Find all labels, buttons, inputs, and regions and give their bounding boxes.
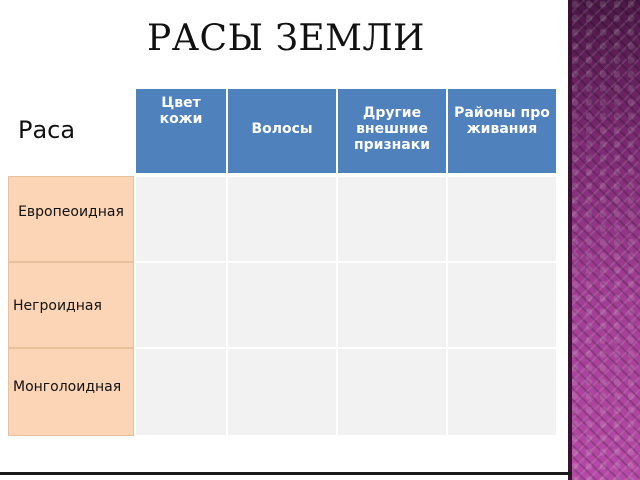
corner-label-text: Раса xyxy=(18,116,76,144)
table-cell xyxy=(227,176,337,262)
table-cell xyxy=(135,348,227,436)
column-header-hair xyxy=(227,88,337,174)
row-header-mongoloid xyxy=(8,348,134,436)
table-cell xyxy=(337,348,447,436)
table-cell xyxy=(447,176,557,262)
bottom-rule xyxy=(0,472,572,475)
row-header-europeoid xyxy=(8,176,134,262)
row-header-text: Негроидная xyxy=(13,298,102,314)
column-header-other-features xyxy=(337,88,447,174)
table-cell xyxy=(227,262,337,348)
table-cell xyxy=(227,348,337,436)
column-header-habitat xyxy=(447,88,557,174)
table-cell xyxy=(135,262,227,348)
slide-title: РАСЫ ЗЕМЛИ xyxy=(147,18,425,59)
corner-label xyxy=(18,116,128,156)
table-cell xyxy=(337,176,447,262)
table-cell xyxy=(447,348,557,436)
row-header-text: Европеоидная xyxy=(18,204,124,220)
table-cell xyxy=(447,262,557,348)
column-header-text: Районы проживания xyxy=(454,105,550,137)
table-cell xyxy=(337,262,447,348)
column-header-text: Волосы xyxy=(251,121,313,137)
row-header-text: Монголоидная xyxy=(13,379,122,395)
column-header-text: Другие внешние признаки xyxy=(353,105,431,153)
column-header-skin-color xyxy=(135,88,227,174)
decorative-side-panel xyxy=(572,0,640,480)
table-cell xyxy=(135,176,227,262)
column-header-text: Цвет кожи xyxy=(159,95,203,127)
row-header-negroid xyxy=(8,262,134,348)
